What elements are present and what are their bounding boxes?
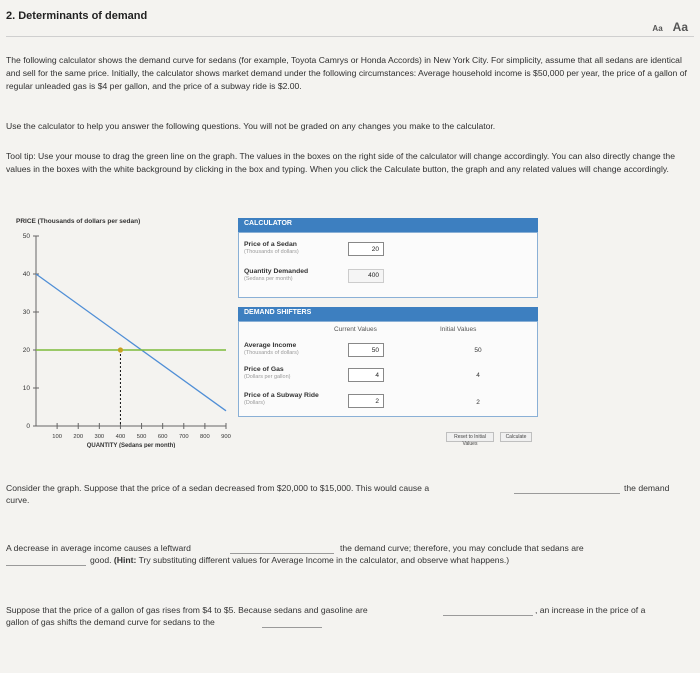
x-tick-label: 100: [52, 434, 62, 440]
decrease-font-button[interactable]: Aa: [652, 24, 663, 33]
y-tick-label: 20: [22, 347, 30, 354]
income-input[interactable]: [348, 343, 384, 357]
income-initial: 50: [474, 347, 482, 354]
subway-label: Price of a Subway Ride: [244, 392, 319, 399]
q3-dropdown-1[interactable]: [443, 606, 533, 616]
x-tick-label: 800: [200, 434, 210, 440]
q1-dropdown[interactable]: [514, 484, 620, 494]
quantity-value: 400: [348, 269, 384, 283]
q2-text: A decrease in average income causes a leftward: [6, 543, 191, 553]
y-tick-label: 30: [22, 309, 30, 316]
x-tick-label: 900: [221, 434, 231, 440]
gas-initial: 4: [476, 372, 480, 379]
q1-text-c: curve.: [6, 495, 30, 505]
gas-label: Price of Gas: [244, 366, 284, 373]
x-tick-label: 200: [73, 434, 84, 440]
demand-graph[interactable]: [14, 226, 236, 448]
subway-sublabel: (Dollars): [244, 400, 265, 406]
header-divider: [6, 36, 694, 37]
q2-hint-text: Try substituting different values for Average Income in the calculator, and observe what happens.): [138, 555, 510, 565]
demand-curve: [36, 274, 226, 411]
graph-y-axis-label: PRICE (Thousands of dollars per sedan): [16, 218, 141, 225]
calculate-button[interactable]: Calculate: [500, 432, 532, 442]
y-tick-label: 40: [22, 271, 30, 278]
q2-dropdown-2[interactable]: [6, 556, 86, 566]
q1-text: Consider the graph. Suppose that the price of a sedan decreased from $20,000 to $15,000. This would cause a: [6, 483, 430, 493]
gas-sublabel: (Dollars per gallon): [244, 374, 291, 380]
equilibrium-point[interactable]: [118, 347, 123, 352]
x-tick-label: 400: [115, 434, 126, 440]
x-tick-label: 600: [157, 434, 168, 440]
q2-hint-label: (Hint:: [113, 555, 137, 565]
y-tick-label: 0: [26, 423, 30, 430]
q3-text-c: gallon of gas shifts the demand curve for sedans to the: [6, 617, 215, 627]
q1-text-b: the demand: [624, 483, 670, 493]
price-input[interactable]: [348, 242, 384, 256]
y-tick-label: 50: [22, 233, 30, 240]
instructions-paragraph: Use the calculator to help you answer the following questions. You will not be graded on any changes you make to the calculator.: [6, 121, 496, 131]
graph-x-axis-label: QUANTITY (Sedans per month): [86, 443, 176, 448]
page-title: 2. Determinants of demand: [6, 10, 148, 22]
q3-text-b: , an increase in the price of a: [535, 605, 646, 615]
q3-dropdown-2[interactable]: [262, 618, 322, 628]
increase-font-button[interactable]: Aa: [672, 20, 688, 34]
x-tick-label: 500: [136, 434, 147, 440]
price-label: Price of a Sedan: [244, 241, 297, 248]
initial-values-header: Initial Values: [440, 326, 477, 333]
price-sublabel: (Thousands of dollars): [244, 249, 299, 255]
subway-initial: 2: [476, 399, 480, 406]
tooltip-paragraph: Tool tip: Use your mouse to drag the green line on the graph. The values in the boxes on the right side of the calculator will change accordingly. You can also directly change the values in the boxes with the white background by clicking in the box and typing. When you click the Calculate button, the graph and any related values will change accordingly.: [6, 151, 675, 174]
subway-input[interactable]: [348, 394, 384, 408]
y-tick-label: 10: [22, 385, 30, 392]
intro-paragraph: The following calculator shows the demand curve for sedans (for example, Toyota Camrys or Honda Accords) in New York City. For simplicity, assume that all sedans are identical and sell for the same price. Initially, the calculator shows market demand under the following circumstances: Average household income is $50,000 per year, the price of a gallon of regular unleaded gas is $4 per gallon, and the price of a subway ride is $2.00.: [6, 55, 687, 91]
income-sublabel: (Thousands of dollars): [244, 350, 299, 356]
income-label: Average Income: [244, 342, 297, 349]
x-tick-label: 700: [178, 434, 189, 440]
x-tick-label: 300: [94, 434, 105, 440]
q2-text-c: [90, 554, 509, 567]
q2-dropdown-1[interactable]: [230, 544, 334, 554]
gas-input[interactable]: [348, 368, 384, 382]
font-size-controls: [652, 20, 688, 34]
q3-text: Suppose that the price of a gallon of gas rises from $4 to $5. Because sedans and gasoline are: [6, 605, 368, 615]
reset-button[interactable]: Reset to Initial Values: [446, 432, 494, 442]
q2-text-b: the demand curve; therefore, you may conclude that sedans are: [340, 543, 584, 553]
calculator-header: CALCULATOR: [238, 218, 538, 232]
demand-shifters-header: DEMAND SHIFTERS: [238, 307, 538, 321]
quantity-sublabel: (Sedans per month): [244, 276, 293, 282]
quantity-label: Quantity Demanded: [244, 268, 309, 275]
q2-good-text: good.: [90, 555, 112, 565]
current-values-header: Current Values: [334, 326, 377, 333]
